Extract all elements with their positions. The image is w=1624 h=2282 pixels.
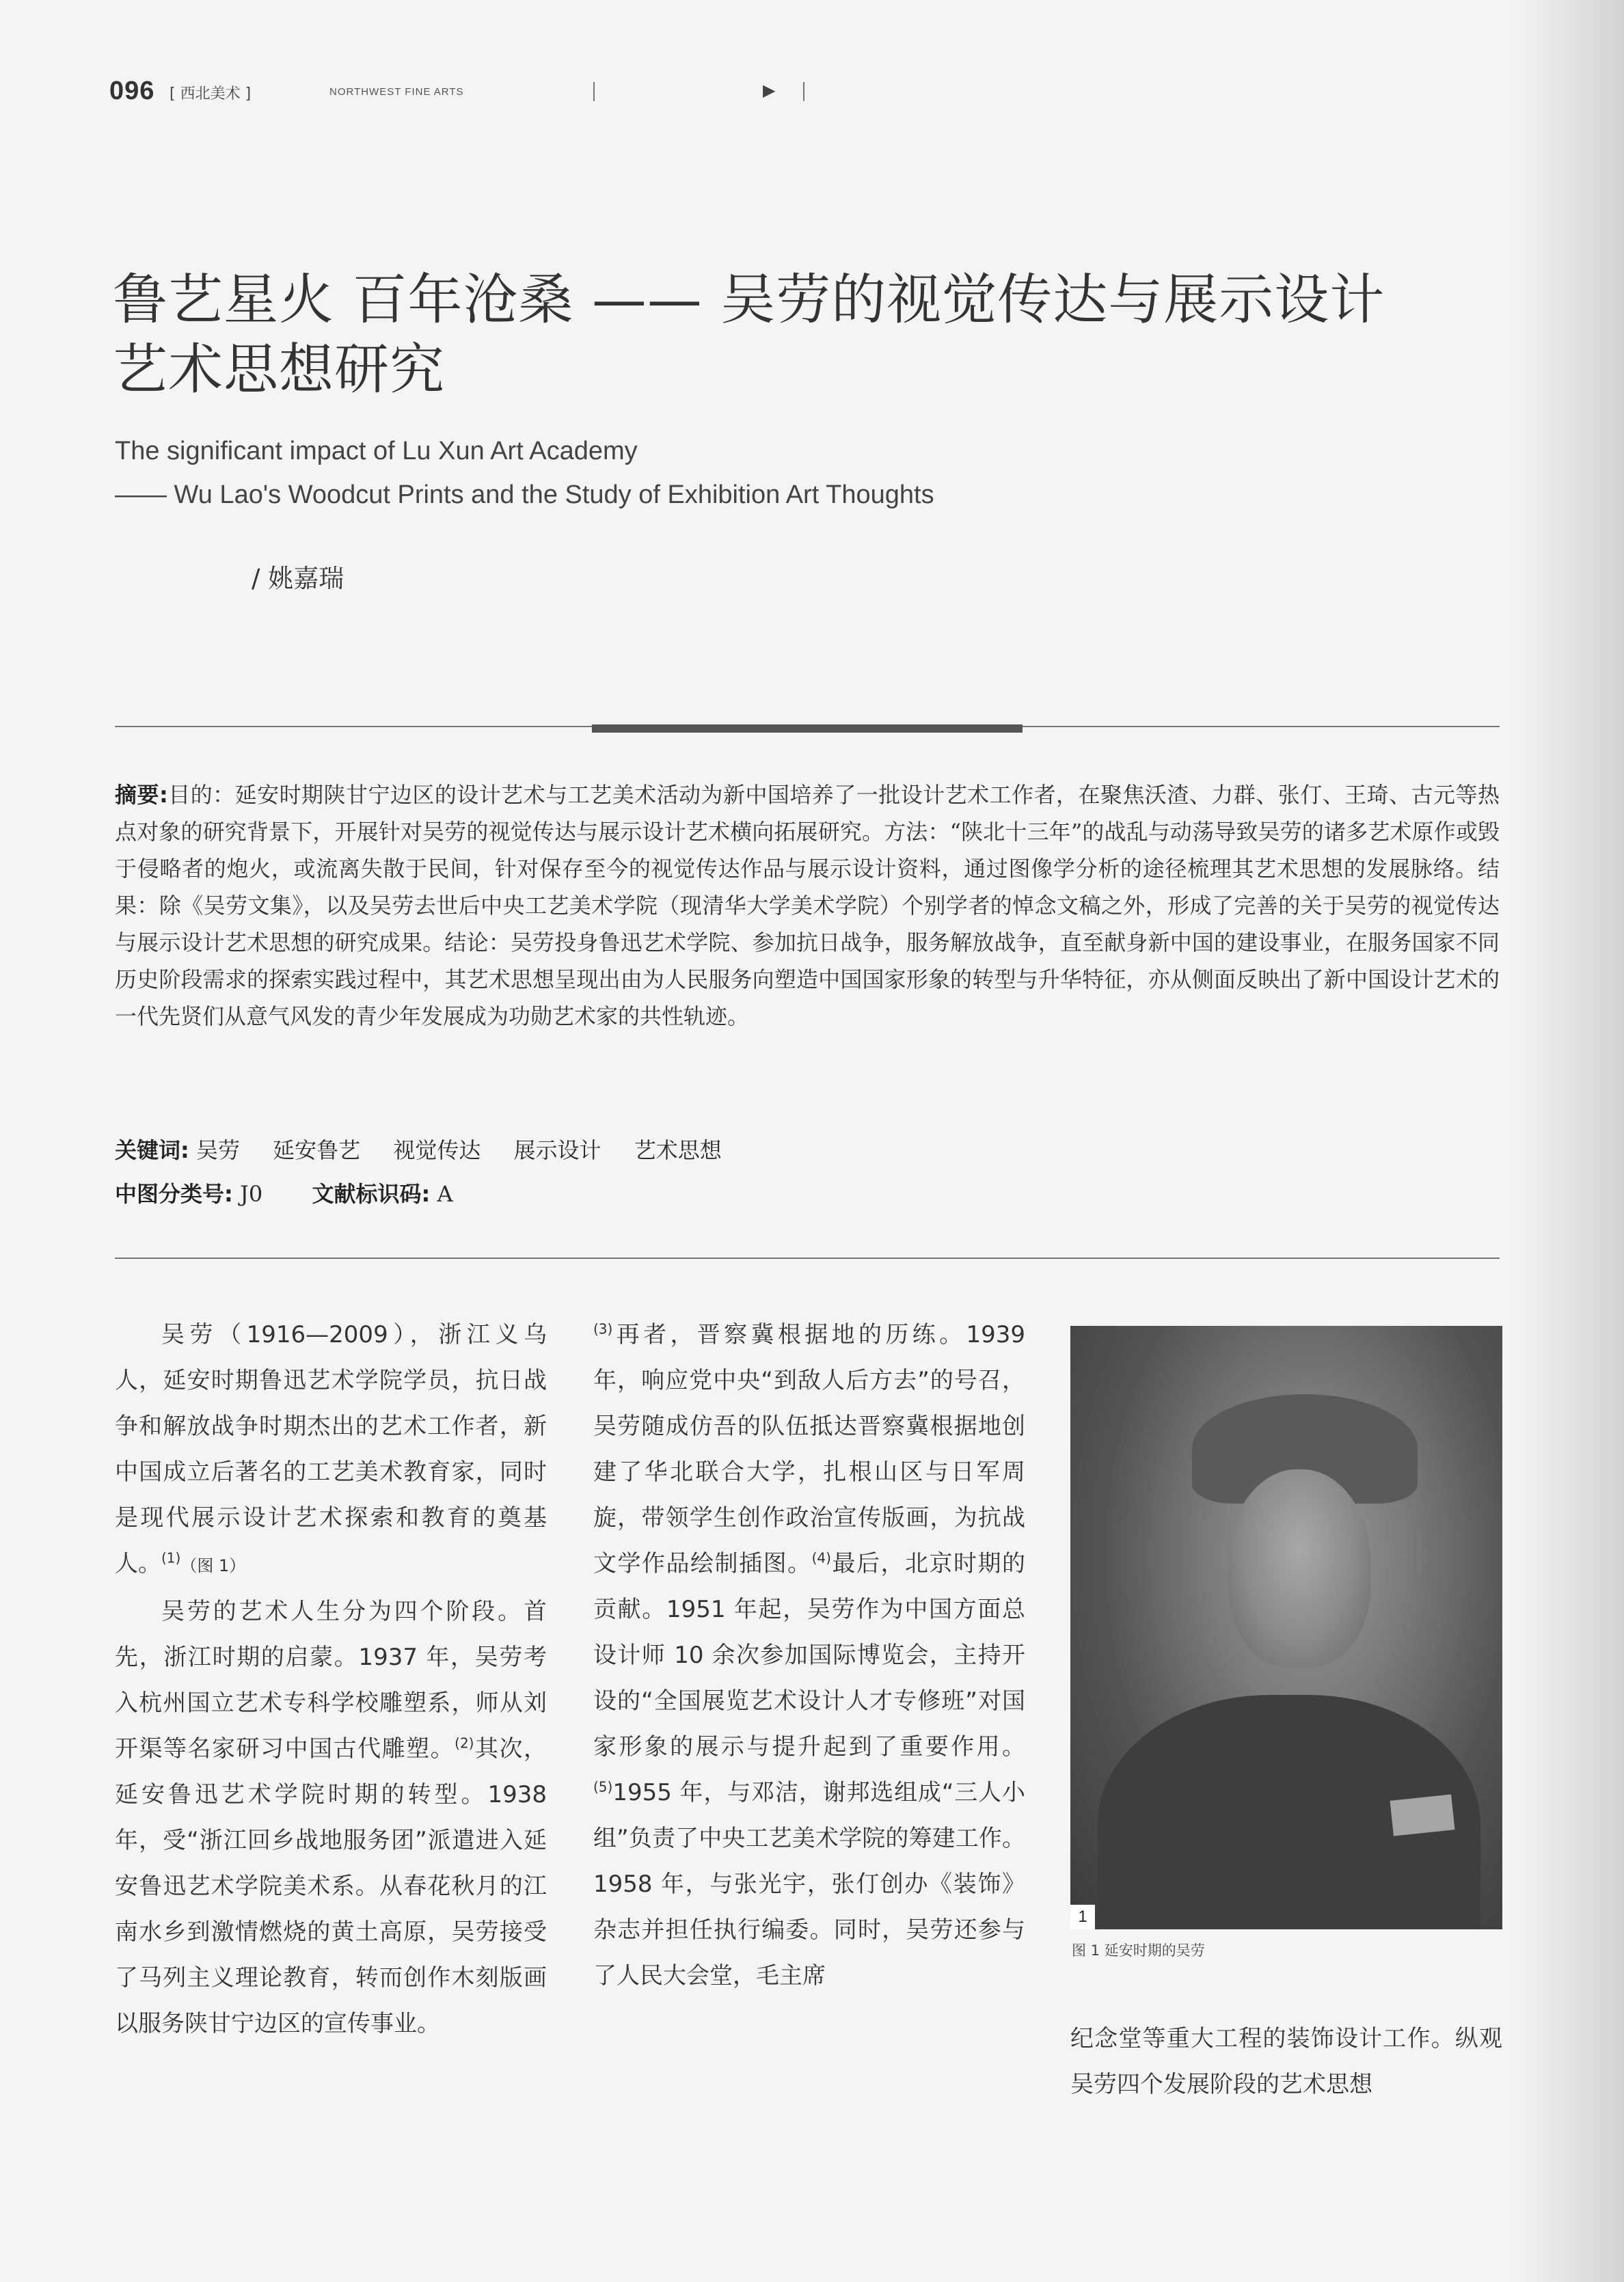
journal-subtitle: NORTHWEST FINE ARTS (329, 86, 464, 98)
header-divider (593, 82, 595, 101)
keyword: 艺术思想 (634, 1137, 722, 1163)
title-en-line1: The significant impact of Lu Xun Art Academy (115, 437, 638, 465)
footnote-ref: (4) (811, 1549, 831, 1566)
doc-code-label: 文献标识码: (312, 1181, 431, 1207)
divider-rule (115, 1258, 1500, 1259)
body-column-1 (115, 1312, 547, 2047)
book-spine-shadow (1508, 0, 1624, 2282)
photo-face-shape (1228, 1469, 1371, 1668)
body-paragraph: 吴劳的艺术人生分为四个阶段。首先，浙江时期的启蒙。1937 年，吴劳考入杭州国立艺术专科学校雕塑系，师从刘开渠等名家研习中国古代雕塑。$^{(2)}$其次，延安鲁迅艺术学院时期的转型。1938 年，受“浙江回乡战地服务团”派遣进入延安鲁迅艺术学院美术系。从春花秋月的江南水乡到激情燃烧的黄土高原，吴劳接受了马列主义理论教育，转而创作木刻版画以服务陕甘宁边区的宣传事业。 (115, 1598, 547, 2037)
doc-code-value: A (437, 1181, 453, 1207)
journal-name: [ 西北美术 ] (170, 85, 252, 103)
figure-photo (1070, 1326, 1502, 1929)
title-cn-line1: 鲁艺星火 百年沧桑 —— 吴劳的视觉传达与展示设计 (113, 268, 1385, 331)
figure-number: 1 (1070, 1905, 1095, 1929)
keyword: 吴劳 (195, 1137, 240, 1163)
keywords-label: 关键词: (115, 1137, 189, 1163)
footnote-ref: (5) (593, 1778, 613, 1795)
title-en-line2: —— Wu Lao's Woodcut Prints and the Study of Exhibition Art Thoughts (115, 480, 934, 509)
triangle-icon: ▶ (763, 81, 776, 100)
abstract-text: 目的：延安时期陕甘宁边区的设计艺术与工艺美术活动为新中国培养了一批设计艺术工作者，在聚焦沃渣、力群、张仃、王琦、古元等热点对象的研究背景下，开展针对吴劳的视觉传达与展示设计艺术横向拓展研究。方法：“陕北十三年”的战乱与动荡导致吴劳的诸多艺术原作或毁于侵略者的炮火，或流离失散于民间，针对保存至今的视觉传达作品与展示设计资料，通过图像学分析的途径梳理其艺术思想的发展脉络。结果：除《吴劳文集》，以及吴劳去世后中央工艺美术学院（现清华大学美术学院）个别学者的悼念文稿之外，形成了完善的关于吴劳的视觉传达与展示设计艺术思想的研究成果。结论：吴劳投身鲁迅艺术学院、参加抗日战争，服务解放战争，直至献身新中国的建设事业，在服务国家不同历史阶段需求的探索实践过程中，其艺术思想呈现出由为人民服务向塑造中国国家形象的转型与升华特征，亦从侧面反映出了新中国设计艺术的一代先贤们从意气风发的青少年发展成为功勋艺术家的共性轨迹。 (115, 782, 1500, 1029)
keywords (115, 1133, 748, 1167)
footnote-ref: (2) (455, 1735, 474, 1752)
keyword: 延安鲁艺 (273, 1137, 361, 1163)
article-title-cn (113, 265, 1514, 405)
article-title-en (115, 429, 1482, 517)
body-column-3 (1070, 2016, 1502, 2108)
abstract (115, 776, 1500, 1035)
abstract-label: 摘要: (115, 782, 168, 808)
photo-badge-shape (1390, 1794, 1455, 1836)
header-divider (803, 82, 804, 101)
clc-label: 中图分类号: (115, 1181, 233, 1207)
keyword: 展示设计 (513, 1137, 601, 1163)
body-paragraph-cont: 纪念堂等重大工程的装饰设计工作。纵观吴劳四个发展阶段的艺术思想 (1070, 2025, 1502, 2098)
figure-ref: （图 1） (180, 1556, 246, 1575)
body-paragraph: 吴劳（1916—2009），浙江义乌人，延安时期鲁迅艺术学院学员，抗日战争和解放战争时期杰出的艺术工作者，新中国成立后著名的工艺美术教育家，同时是现代展示设计艺术探索和教育的奠基人。$^{(1)}$（图 1） (115, 1321, 547, 1577)
running-header (109, 77, 930, 118)
figure-caption: 图 1 延安时期的吴劳 (1072, 1942, 1205, 1959)
body-paragraph-cont: $^{(3)}$再者，晋察冀根据地的历练。1939 年，响应党中央“到敌人后方去”的号召，吴劳随成仿吾的队伍抵达晋察冀根据地创建了华北联合大学，扎根山区与日军周旋，带领学生创作政治宣传版画，为抗战文学作品绘制插图。$^{(4)}$最后，北京时期的贡献。1951 年起，吴劳作为中国方面总设计师 10 余次参加国际博览会，主持开设的“全国展览艺术设计人才专修班”对国家形象的展示与提升起到了重要作用。$^{(5)}$1955 年，与邓洁，谢邦选组成“三人小组”负责了中央工艺美术学院的筹建工作。1958 年，与张光宇，张仃创办《装饰》杂志并担任执行编委。同时，吴劳还参与了人民大会堂，毛主席 (593, 1320, 1026, 1989)
divider-accent-bar (592, 724, 1023, 733)
body-column-2 (593, 1312, 1025, 1999)
author-name: / 姚嘉瑞 (252, 564, 344, 593)
page-number: 096 (109, 77, 155, 105)
footnote-ref: (3) (593, 1320, 613, 1337)
keyword: 视觉传达 (393, 1137, 481, 1163)
footnote-ref: (1) (161, 1549, 181, 1566)
classification (115, 1177, 453, 1211)
clc-value: J0 (239, 1181, 263, 1207)
title-cn-line2: 艺术思想研究 (113, 338, 445, 401)
